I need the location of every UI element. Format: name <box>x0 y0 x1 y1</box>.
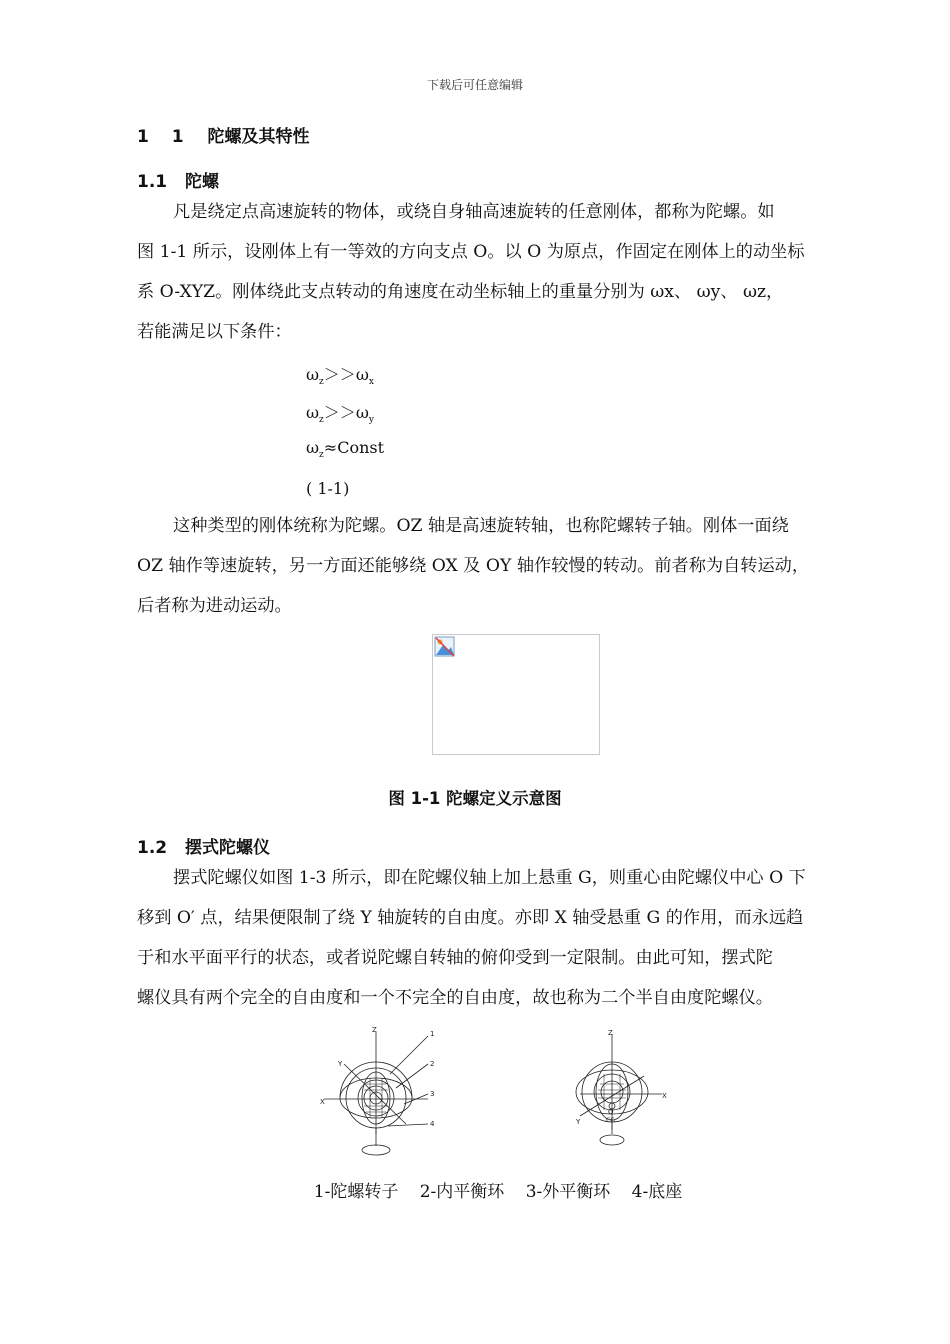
formula-symbol: ω <box>355 403 369 422</box>
formula-symbol: Const <box>337 438 385 457</box>
section-1-2-heading <box>137 833 270 858</box>
axis-x-label: X <box>320 1098 325 1106</box>
formula-subscript: z <box>319 377 324 387</box>
formula-subscript: y <box>368 415 374 425</box>
formula-subscript: z <box>319 450 324 460</box>
paragraph-line: 于和水平面平行的状态，或者说陀螺自转轴的俯仰受到一定限制。由此可知，摆式陀 <box>137 948 773 968</box>
formula-symbol: ω <box>355 365 369 384</box>
header-note: 下载后可任意编辑 <box>426 78 523 92</box>
paragraph-line: 若能满足以下条件： <box>137 322 292 342</box>
axis-y-label: Y <box>576 1118 581 1126</box>
formula-operator: ≈ <box>323 438 338 457</box>
section-1-number: 1 1 <box>137 127 184 147</box>
formula-operator: ＞＞ <box>323 365 356 384</box>
axis-z-label: Z <box>372 1026 377 1034</box>
paragraph-line: 螺仪具有两个完全的自由度和一个不完全的自由度，故也称为二个半自由度陀螺仪。 <box>137 988 773 1008</box>
section-1-1-number: 1.1 <box>137 172 168 192</box>
paragraph-line: 移到 O′ 点，结果便限制了绕 Y 轴旋转的自由度。亦即 X 轴受悬重 G 的作用，而永远趋 <box>137 908 804 928</box>
paragraph-line: OZ 轴作等速旋转，另一方面还能够绕 OX 及 OY 轴作较慢的转动。前者称为自转运动， <box>137 556 810 576</box>
callout-1: 1 <box>430 1030 435 1038</box>
paragraph-line: 摆式陀螺仪如图 1-3 所示，即在陀螺仪轴上加上悬重 G，则重心由陀螺仪中心 O 下 <box>173 868 806 888</box>
axis-x-label: X <box>662 1092 667 1100</box>
legend-item-outer-gimbal: 3-外平衡环 <box>525 1182 611 1202</box>
callout-2: 2 <box>430 1060 435 1068</box>
callout-3: 3 <box>430 1090 435 1098</box>
figure-legend <box>0 1177 950 1202</box>
paragraph-line: 这种类型的刚体统称为陀螺。OZ 轴是高速旋转轴，也称陀螺转子轴。刚体一面绕 <box>173 516 789 536</box>
paragraph-gyro-rotation <box>137 506 859 626</box>
formula-2 <box>306 400 374 423</box>
section-1-2-title: 摆式陀螺仪 <box>185 838 271 858</box>
paragraph-line: 系 O-XYZ。刚体绕此支点转动的角速度在动坐标轴上的重量分别为 ωx、 ωy、 ωz， <box>137 282 784 302</box>
paragraph-line: 凡是绕定点高速旋转的物体，或绕自身轴高速旋转的任意刚体，都称为陀螺。如 <box>173 202 775 222</box>
point-cg-label: CG <box>606 1117 615 1124</box>
formula-1 <box>306 362 374 385</box>
legend-item-inner-gimbal: 2-内平衡环 <box>419 1182 505 1202</box>
callout-4: 4 <box>430 1120 435 1128</box>
formula-operator: ＞＞ <box>323 403 356 422</box>
formula-symbol: ω <box>306 365 320 384</box>
paragraph-line: 后者称为进动运动。 <box>137 596 292 616</box>
gyroscope-diagram-right <box>570 1026 680 1152</box>
point-o-label: O <box>608 1108 614 1116</box>
formula-3 <box>306 438 385 460</box>
formula-subscript: z <box>319 415 324 425</box>
legend-item-rotor: 1-陀螺转子 <box>313 1182 399 1202</box>
axis-y-label: Y <box>338 1060 343 1068</box>
formula-symbol: ω <box>306 403 320 422</box>
figure-1-1-caption: 图 1-1 陀螺定义示意图 <box>388 789 562 808</box>
formula-number: ( 1-1) <box>306 479 350 498</box>
legend-item-base: 4-底座 <box>631 1182 683 1202</box>
paragraph-gyro-definition <box>137 192 859 352</box>
axis-z-label: Z <box>608 1029 613 1037</box>
formula-subscript: x <box>368 377 374 387</box>
section-1-title: 陀螺及其特性 <box>207 127 310 147</box>
paragraph-line: 图 1-1 所示，设刚体上有一等效的方向支点 O。以 O 为原点，作固定在刚体上的动坐标 <box>137 242 805 262</box>
formula-symbol: ω <box>306 438 320 457</box>
section-1-1-heading <box>137 167 219 192</box>
section-1-heading <box>137 122 310 147</box>
section-1-1-title: 陀螺 <box>185 172 220 192</box>
paragraph-pendulous-gyro <box>137 858 859 1018</box>
broken-image-icon <box>434 636 456 658</box>
gyroscope-diagram-left <box>316 1024 466 1160</box>
figure-1-1-image-placeholder <box>432 634 600 755</box>
section-1-2-number: 1.2 <box>137 838 168 858</box>
